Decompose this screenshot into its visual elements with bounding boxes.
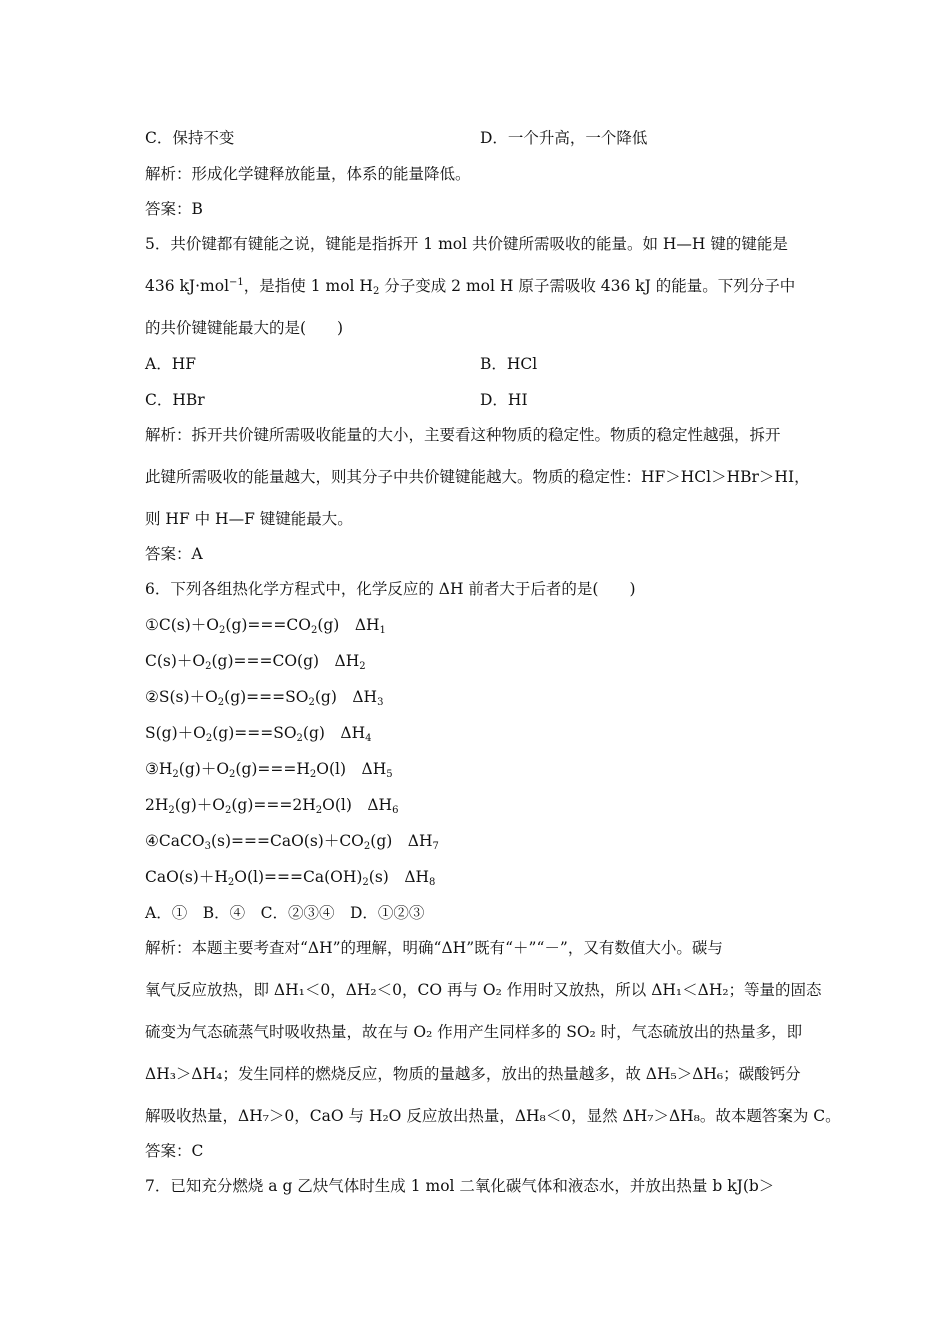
q6-equation-1: $①C(s)+O_2(g)===CO_2(g)$ $\Delta H_1$ (145, 616, 386, 636)
q6-options: A．① B．④ C．②③④ D．①②③ (145, 904, 425, 922)
q6-equation-6: $2H_2(g)+O_2(g)===2H_2O(l)$ $\Delta H_6$ (145, 796, 399, 816)
q5-analysis-line3: 则 HF 中 H—F 键键能最大。 (145, 510, 353, 528)
q5-option-a: A．HF (145, 355, 196, 373)
q5-stem-line1: 5．共价键都有键能之说，键能是指拆开 1 mol 共价键所需吸收的能量。如 H—H 键的键能是 (145, 235, 788, 253)
q7-stem: 7．已知充分燃烧 a g 乙炔气体时生成 1 mol 二氧化碳气体和液态水，并放出热量 b kJ(b＞ (145, 1177, 775, 1195)
q4-answer: 答案：B (145, 200, 203, 218)
q5-stem-line2: 436 kJ·mol$^{-1}$，是指使 1 mol $H_2$ 分子变成 2 mol H 原子需吸收 436 kJ 的能量。下列分子中 (145, 277, 796, 297)
q6-analysis-line1: 解析：本题主要考查对“ΔH”的理解，明确“ΔH”既有“＋”“－”，又有数值大小。碳与 (145, 939, 723, 957)
q6-analysis-line3: 硫变为气态硫蒸气时吸收热量，故在与 O₂ 作用产生同样多的 SO₂ 时，气态硫放出的热量多，即 (145, 1023, 803, 1041)
q5-answer: 答案：A (145, 545, 203, 563)
q6-analysis-line4: ΔH₃＞ΔH₄；发生同样的燃烧反应，物质的量越多，放出的热量越多，故 ΔH₅＞ΔH₆；碳酸钙分 (145, 1065, 801, 1083)
q5-stem-line3: 的共价键键能最大的是( ) (145, 319, 344, 337)
q6-answer: 答案：C (145, 1142, 204, 1160)
q5-analysis-line2: 此键所需吸收的能量越大，则其分子中共价键键能越大。物质的稳定性：HF＞HCl＞HBr＞HI， (145, 468, 810, 486)
q6-stem: 6．下列各组热化学方程式中，化学反应的 ΔH 前者大于后者的是( ) (145, 580, 636, 598)
q5-analysis-line1: 解析：拆开共价键所需吸收能量的大小，主要看这种物质的稳定性。物质的稳定性越强，拆开 (145, 426, 781, 444)
q4-option-c: C．保持不变 (145, 129, 235, 147)
q5-option-c: C．HBr (145, 391, 205, 409)
q6-equation-8: $CaO(s)+H_2O(l)===Ca(OH)_2(s)$ $\Delta H_8$ (145, 868, 436, 888)
q5-option-d: D．HI (480, 391, 528, 409)
q5-option-b: B．HCl (480, 355, 538, 373)
q6-equation-4: $S(g)+O_2(g)===SO_2(g)$ $\Delta H_4$ (145, 724, 372, 744)
q6-analysis-line2: 氧气反应放热，即 ΔH₁＜0，ΔH₂＜0，CO 再与 O₂ 作用时又放热，所以 ΔH₁＜ΔH₂；等量的固态 (145, 981, 822, 999)
q6-analysis-line5: 解吸收热量，ΔH₇＞0，CaO 与 H₂O 反应放出热量，ΔH₈＜0，显然 ΔH₇＞ΔH₈。故本题答案为 C。 (145, 1107, 841, 1125)
q6-equation-7: $④CaCO_3(s)===CaO(s)+CO_2(g)$ $\Delta H_7$ (145, 832, 439, 852)
q6-equation-5: $③H_2(g)+O_2(g)===H_2O(l)$ $\Delta H_5$ (145, 760, 393, 780)
q4-option-d: D．一个升高，一个降低 (480, 129, 648, 147)
q6-equation-3: $②S(s)+O_2(g)===SO_2(g)$ $\Delta H_3$ (145, 688, 384, 708)
q4-analysis: 解析：形成化学键释放能量，体系的能量降低。 (145, 165, 471, 183)
q6-equation-2: $C(s)+O_2(g)===CO(g)$ $\Delta H_2$ (145, 652, 366, 672)
